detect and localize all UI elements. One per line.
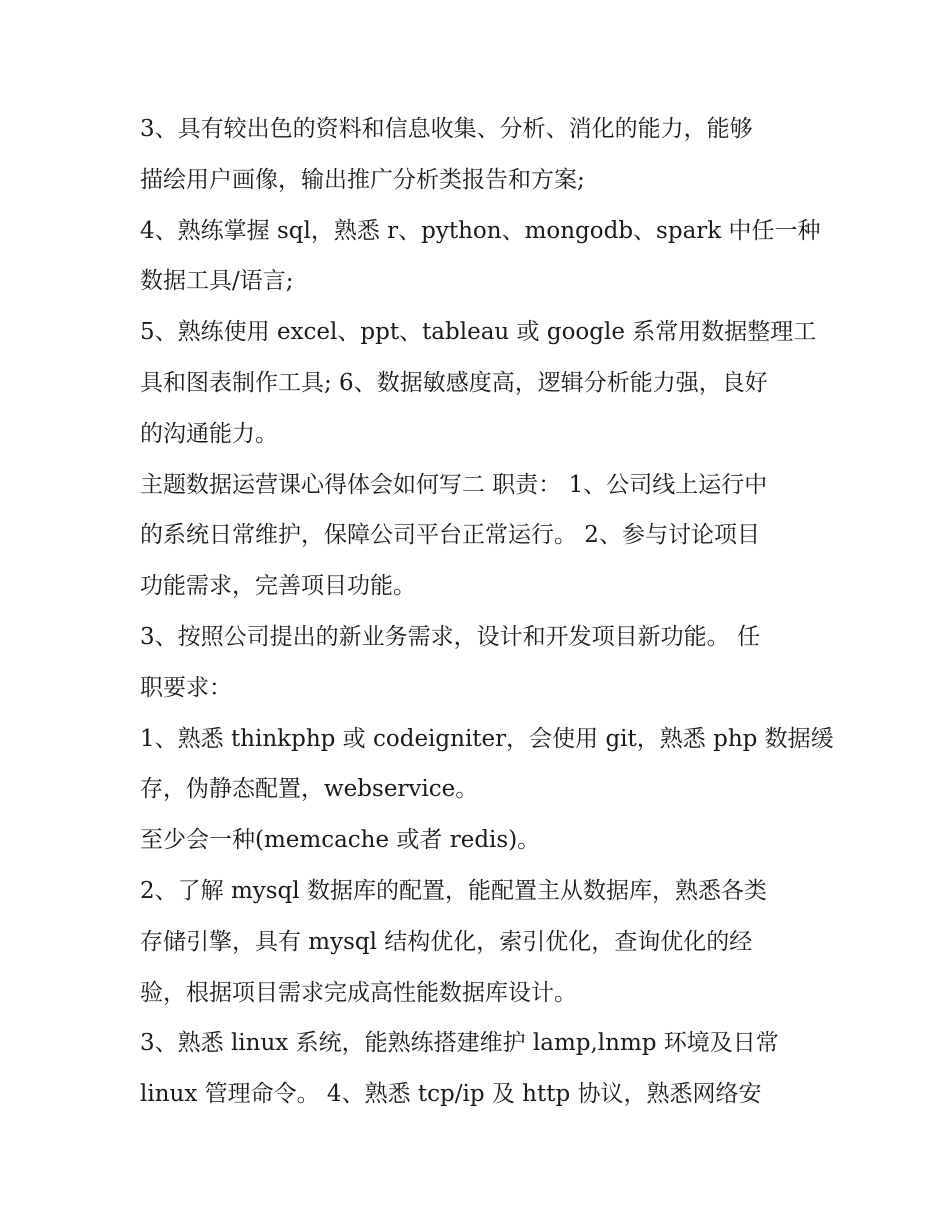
text-line: 3、按照公司提出的新业务需求，设计和开发项目新功能。 任 [140, 623, 760, 650]
text-line: 2、了解 mysql 数据库的配置，能配置主从数据库，熟悉各类 [140, 877, 767, 904]
paragraph-requirement-3 [140, 104, 820, 206]
text-line: 至少会一种(memcache 或者 redis)。 [140, 827, 541, 854]
document-body [140, 104, 834, 1120]
text-line: 功能需求，完善项目功能。 [140, 573, 416, 600]
text-line: 具和图表制作工具; 6、数据敏感度高，逻辑分析能力强，良好 [140, 369, 768, 396]
text-line: 存储引擎，具有 mysql 结构优化，索引优化，查询优化的经 [140, 928, 753, 955]
paragraph-requirement-5-6 [140, 307, 820, 459]
text-line: 1、熟悉 thinkphp 或 codeigniter，会使用 git，熟悉 php 数据缓 [140, 725, 834, 752]
text-line: 验，根据项目需求完成高性能数据库设计。 [140, 979, 577, 1006]
text-line: 主题数据运营课心得体会如何写二 职责： 1、公司线上运行中 [140, 471, 768, 498]
text-line: 数据工具/语言; [140, 268, 294, 295]
text-line: 的沟通能力。 [140, 420, 278, 447]
paragraph-job-requirement-2 [140, 866, 820, 1018]
text-line: 描绘用户画像，输出推广分析类报告和方案; [140, 166, 585, 193]
text-line: 职要求： [140, 674, 232, 701]
text-line: 3、熟悉 linux 系统，能熟练搭建维护 lamp,lnmp 环境及日常 [140, 1030, 779, 1057]
paragraph-cache-requirement [140, 815, 820, 866]
paragraph-job-requirement-3-4 [140, 1018, 820, 1120]
text-line: linux 管理命令。 4、熟悉 tcp/ip 及 http 协议，熟悉网络安 [140, 1081, 762, 1108]
paragraph-job-requirement-1 [140, 714, 834, 816]
text-line: 4、熟练掌握 sql，熟悉 r、python、mongodb、spark 中任一种 [140, 217, 821, 244]
text-line: 存，伪静态配置，webservice。 [140, 776, 479, 803]
text-line: 的系统日常维护，保障公司平台正常运行。 2、参与讨论项目 [140, 522, 760, 549]
paragraph-duty-3 [140, 612, 820, 714]
text-line: 3、具有较出色的资料和信息收集、分析、消化的能力，能够 [140, 116, 753, 142]
text-line: 5、熟练使用 excel、ppt、tableau 或 google 系常用数据整理工 [140, 319, 817, 346]
paragraph-section-two-duties [140, 460, 820, 612]
paragraph-requirement-4 [140, 206, 820, 308]
